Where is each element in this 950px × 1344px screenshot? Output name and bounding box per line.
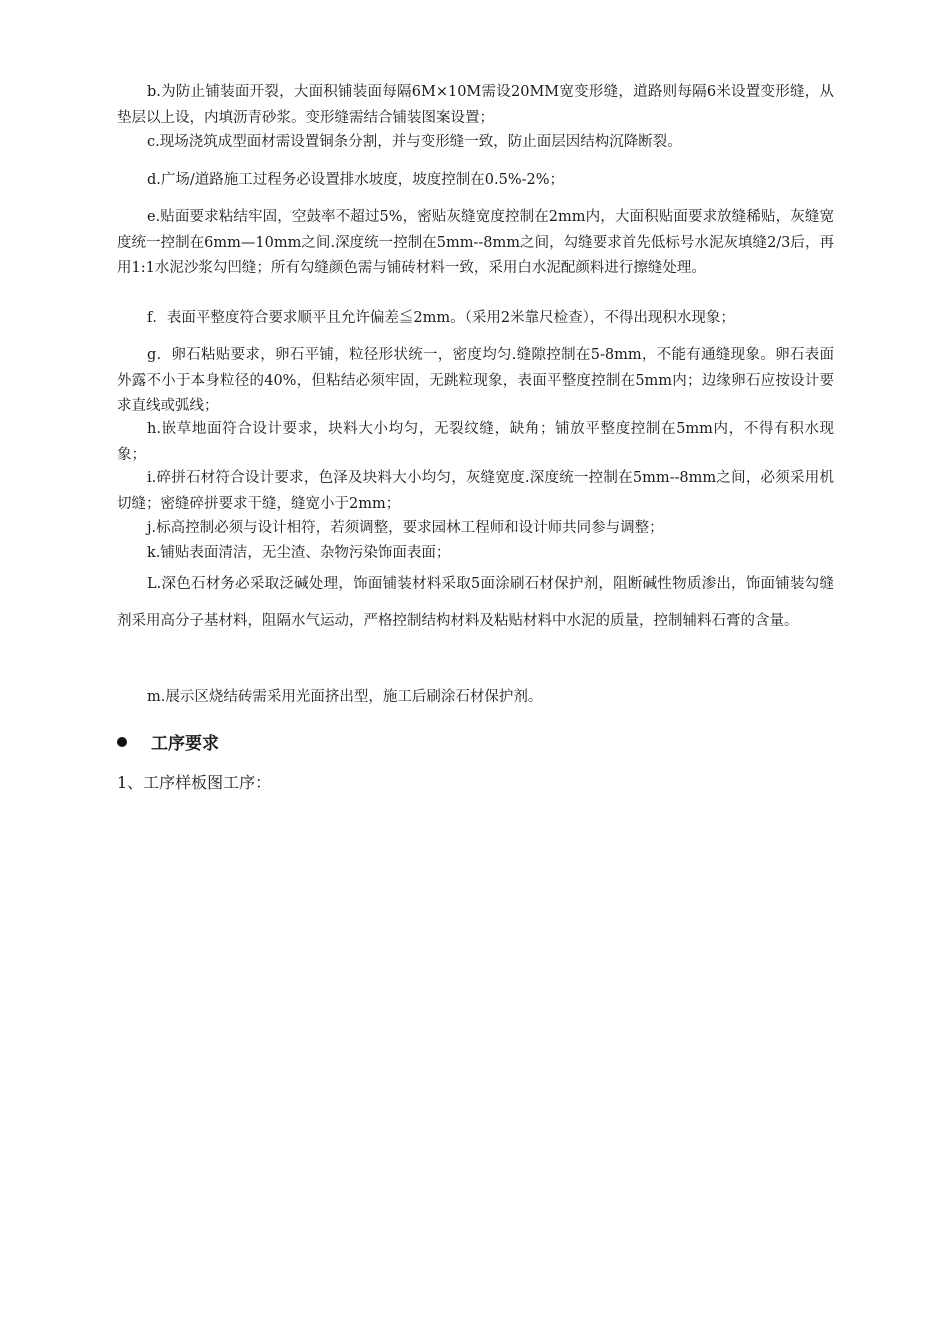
paragraph-c: c.现场浇筑成型面材需设置铜条分割，并与变形缝一致，防止面层因结构沉降断裂。: [147, 134, 682, 150]
paragraph-d: d.广场/道路施工过程务必设置排水坡度，坡度控制在0.5%-2%；: [147, 172, 565, 188]
paragraph-f: f．表面平整度符合要求顺平且允许偏差≦2mm。（采用2米靠尺检查），不得出现积水现象；: [147, 310, 735, 326]
paragraph-b: b.为防止铺装面开裂，大面积铺装面每隔6M×10M需设20MM宽变形缝，道路则每隔6米设置变形缝，从垫层以上设，内填沥青砂浆。变形缝需结合铺装图案设置；: [117, 84, 834, 126]
section-heading-text: 工序要求: [151, 734, 219, 754]
paragraph-g: g．卵石粘贴要求，卵石平铺，粒径形状统一，密度均匀.缝隙控制在5-8mm，不能有通缝现象。卵石表面外露不小于本身粒径的40%，但粘结必须牢固，无跳粒现象，表面平整度控制在5mm内；边缘卵石应按设计要求直线或弧线；: [117, 347, 834, 414]
paragraph-m: m.展示区烧结砖需采用光面挤出型，施工后刷涂石材保护剂。: [147, 689, 543, 705]
paragraph-j: j.标高控制必须与设计相符，若须调整，要求园林工程师和设计师共同参与调整；: [147, 520, 664, 536]
paragraph-k: k.铺贴表面清洁，无尘渣、杂物污染饰面表面；: [147, 545, 451, 561]
section-heading: [117, 729, 219, 754]
paragraph-h: h.嵌草地面符合设计要求，块料大小均匀，无裂纹缝，缺角；铺放平整度控制在5mm内，不得有积水现象；: [117, 421, 834, 463]
paragraph-l: L.深色石材务必采取泛碱处理，饰面铺装材料采取5面涂刷石材保护剂，阻断碱性物质渗出，饰面铺装勾缝剂采用高分子基材料，阻隔水气运动，严格控制结构材料及粘贴材料中水泥的质量，控制辅料石膏的含量。: [117, 576, 834, 629]
paragraph-i: i.碎拼石材符合设计要求，色泽及块料大小均匀，灰缝宽度.深度统一控制在5mm--8mm之间，必须采用机切缝；密缝碎拼要求干缝，缝宽小于2mm；: [117, 470, 834, 512]
paragraph-e: e.贴面要求粘结牢固，空鼓率不超过5%，密贴灰缝宽度控制在2mm内，大面积贴面要求放缝稀贴，灰缝宽度统一控制在6mm—10mm之间.深度统一控制在5mm--8mm之间，勾缝要求首先低标号水泥灰填缝2/3后，再用1:1水泥沙浆勾凹缝；所有勾缝颜色需与铺砖材料一致，采用白水泥配颜料进行擦缝处理。: [117, 209, 834, 276]
subsection-title: 1、工序样板图工序：: [117, 773, 272, 792]
bullet-icon: [117, 737, 127, 747]
